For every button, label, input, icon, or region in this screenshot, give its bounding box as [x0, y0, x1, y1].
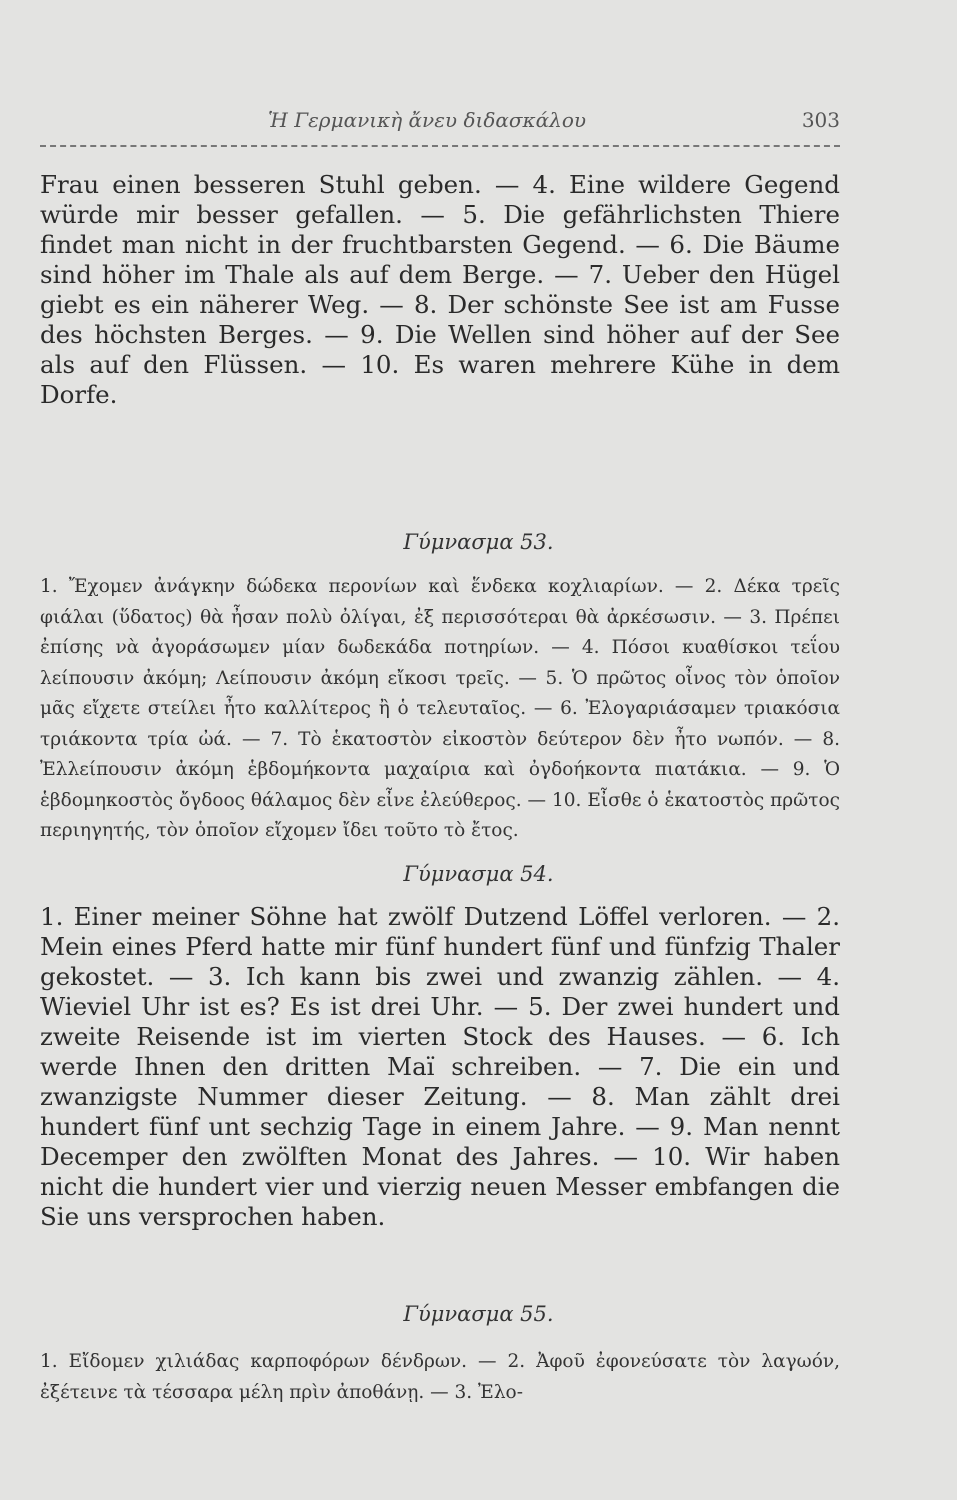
exercise-heading-53: Γύμνασμα 53. [403, 530, 554, 554]
exercise-53-text: 1. Ἔχομεν ἀνάγκην δώδεκα περονίων καὶ ἕνδεκα κοχλιαρίων. — 2. Δέκα τρεῖς φιάλαι (ὕδατος) θὰ ἦσαν πολὺ ὀλίγαι, ἐξ περισσότεραι θὰ ἀρκέσωσιν. — 3. Πρέπει ἐπίσης νὰ ἀγοράσωμεν μίαν δωδεκάδα ποτηρίων. — 4. Πόσοι κυαθίσκοι τεΐου λείπουσιν ἀκόμη; Λείπουσιν ἀκόμη εἴκοσι τρεῖς. — 5. Ὁ πρῶτος οἶνος τὸν ὁποῖον μᾶς εἴχετε στείλει ἦτο καλλίτερος ἢ ὁ τελευταῖος. — 6. Ἐλογαριάσαμεν τριακόσια τριάκοντα τρία ὠά. — 7. Τὸ ἑκατοστὸν εἰκοστὸν δεύτερον δὲν ἦτο νωπόν. — 8. Ἐλλείπουσιν ἀκόμη ἑβδομήκοντα μαχαίρια καὶ ὀγδοήκοντα πιατάκια. — 9. Ὁ ἑβδομηκοστὸς ὄγδοος θάλαμος δὲν εἶνε ἐλεύθερος. — 10. Εἶσθε ὁ ἑκατοστὸς πρῶτος περιηγητής, τὸν ὁποῖον εἴχομεν ἴδει τοῦτο τὸ ἔτος. [40, 576, 840, 841]
header-rule [40, 145, 840, 147]
exercise-55-text: 1. Εἴδομεν χιλιάδας καρποφόρων δένδρων. — 2. Ἀφοῦ ἐφονεύσατε τὸν λαγωόν, ἐξέτεινε τὰ τέσσαρα μέλη πρὶν ἀποθάνῃ. — 3. Ἐλο- [40, 1351, 840, 1403]
exercise-54-text: 1. Einer meiner Söhne hat zwölf Dutzend Löffel verloren. — 2. Mein eines Pferd hatte mir fünf hundert fünf und fünfzig Thaler gekostet. — 3. Ich kann bis zwei und zwanzig zählen. — 4. Wieviel Uhr ist es? Es ist drei Uhr. — 5. Der zwei hundert und zweite Reisende ist im vierten Stock des Hauses. — 6. Ich werde Ihnen den dritten Maï schreiben. — 7. Die ein und zwanzigste Nummer dieser Zeitung. — 8. Man zählt drei hundert fünf unt sechzig Tage in einem Jahre. — 9. Man nennt Decemper den zwölften Monat des Jahres. — 10. Wir haben nicht die hundert vier und vierzig neuen Messer embfangen die Sie uns versprochen haben. [40, 902, 840, 1231]
exercise-heading-55: Γύμνασμα 55. [403, 1302, 554, 1326]
exercise-heading-54: Γύμνασμα 54. [403, 862, 554, 886]
paragraph-german-continued: Frau einen besseren Stuhl geben. — 4. Eine wildere Gegend würde mir besser gefallen. — 5. Die gefährlichsten Thiere findet man nicht in der fruchtbarsten Gegend. — 6. Die Bäume sind höher im Thale als auf dem Berge. — 7. Ueber den Hügel giebt es ein näherer Weg. — 8. Der schönste See ist am Fusse des höchsten Berges. — 9. Die Wellen sind höher auf der See als auf den Flüssen. — 10. Es waren mehrere Kühe in dem Dorfe. [40, 170, 840, 409]
running-title: Ἡ Γερμανικὴ ἄνευ διδασκάλου [268, 108, 587, 132]
page-number: 303 [801, 108, 840, 132]
page-header [40, 108, 840, 138]
